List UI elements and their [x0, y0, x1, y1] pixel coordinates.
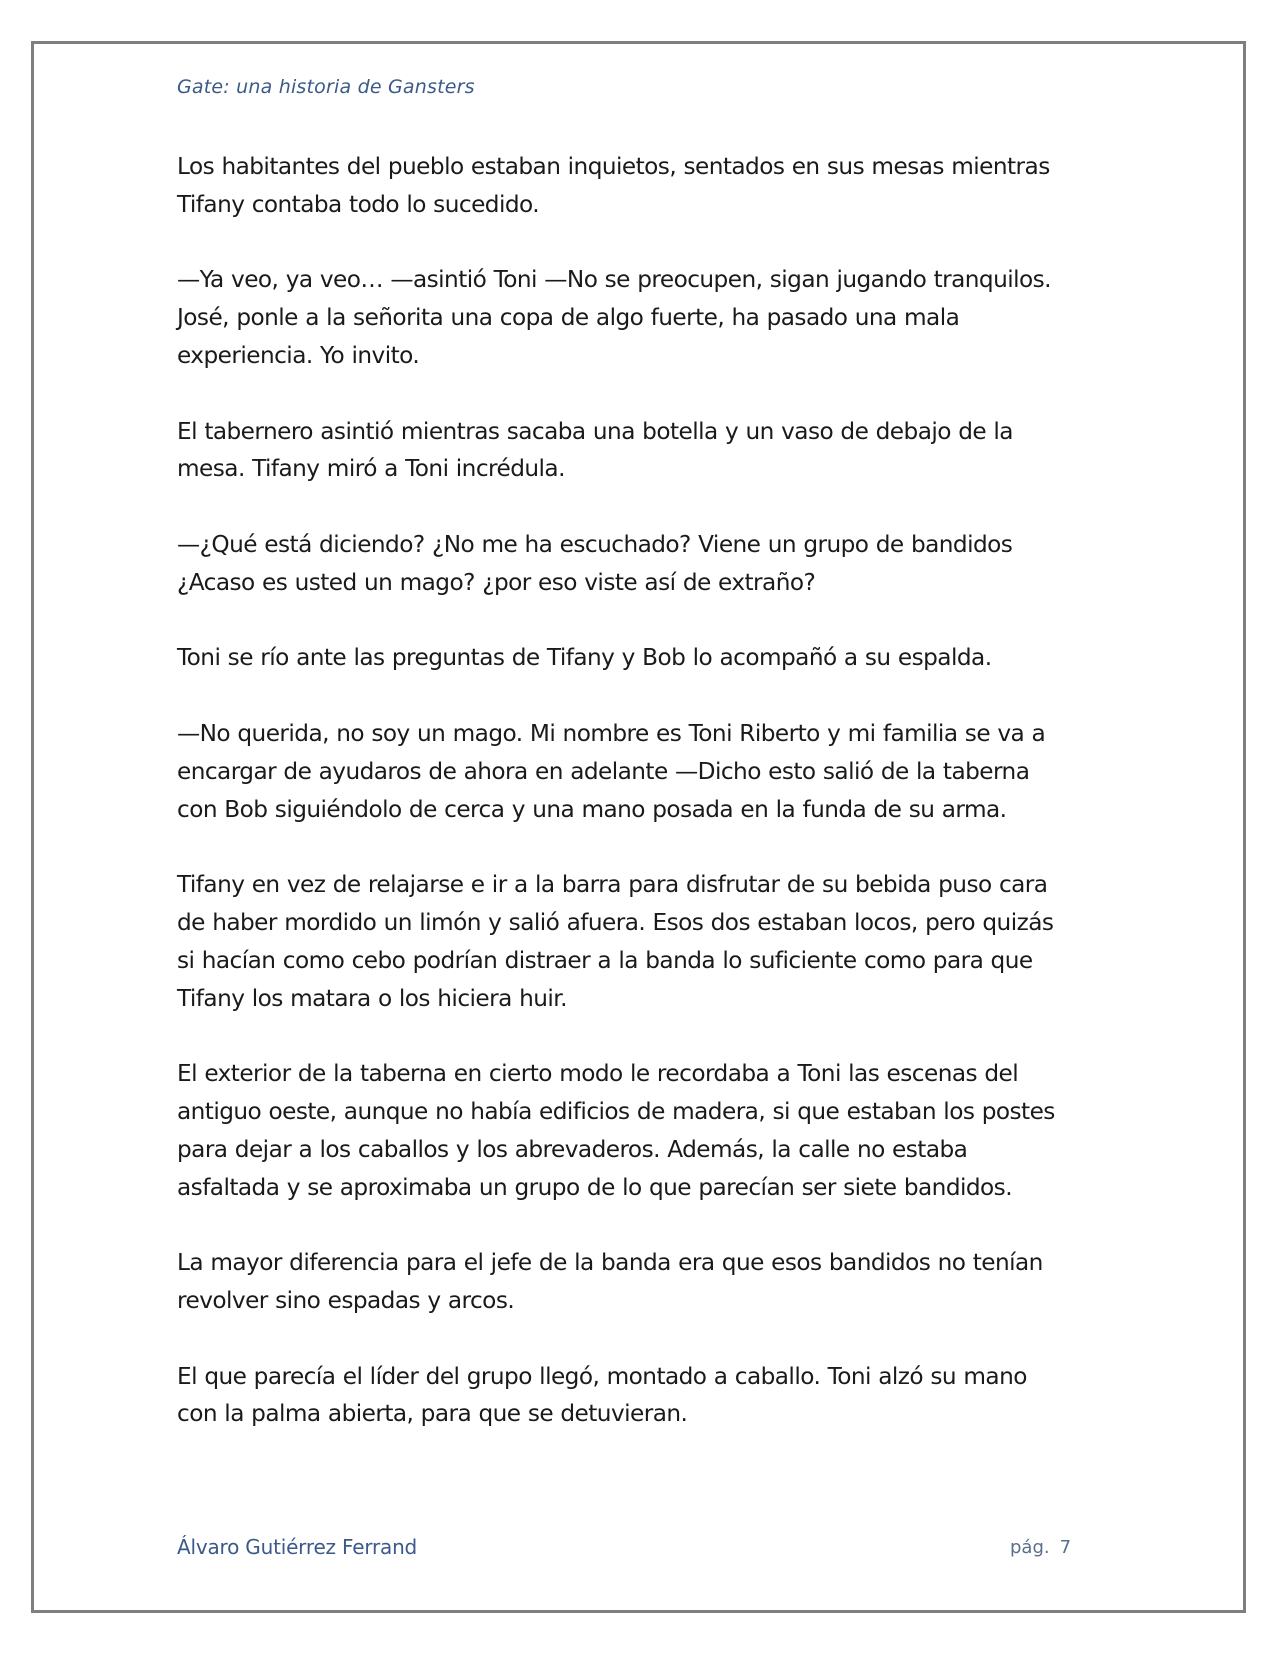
paragraph: El exterior de la taberna en cierto modo le recordaba a Toni las escenas del antiguo oeste, aunque no había edificios de madera, si que estaban los postes para dejar a los caballos y los abrevaderos. Además, la calle no estaba asfaltada y se aproximaba un grupo de lo que parecían ser siete bandidos.	[177, 1060, 1055, 1201]
paragraph: Los habitantes del pueblo estaban inquietos, sentados en sus mesas mientras Tifany contaba todo lo sucedido.	[177, 153, 1050, 218]
running-header: Gate: una historia de Gansters	[177, 76, 475, 98]
page-label: pág.	[1010, 1537, 1050, 1558]
paragraph: —Ya veo, ya veo… —asintió Toni —No se preocupen, sigan jugando tranquilos. José, ponle a la señorita una copa de algo fuerte, ha pasado una mala experiencia. Yo invito.	[177, 266, 1052, 369]
paragraph: —¿Qué está diciendo? ¿No me ha escuchado? Viene un grupo de bandidos ¿Acaso es usted un mago? ¿por eso viste así de extraño?	[177, 530, 1013, 596]
paragraph: —No querida, no soy un mago. Mi nombre es Toni Riberto y mi familia se va a encargar de ayudaros de ahora en adelante —Dicho esto salió de la taberna con Bob siguiéndolo de cerca y una mano posada en la funda de su arma.	[177, 719, 1046, 823]
paragraph: El que parecía el líder del grupo llegó, montado a caballo. Toni alzó su mano con la palma abierta, para que se detuvieran.	[177, 1362, 1027, 1428]
footer-author: Álvaro Gutiérrez Ferrand	[177, 1535, 418, 1559]
paragraph: Toni se río ante las preguntas de Tifany y Bob lo acompañó a su espalda.	[177, 644, 992, 672]
paragraph: Tifany en vez de relajarse e ir a la barra para disfrutar de su bebida puso cara de haber mordido un limón y salió afuera. Esos dos estaban locos, pero quizás si hacían como cebo podrían distraer a la banda lo suficiente como para que Tifany los matara o los hiciera huir.	[177, 871, 1054, 1012]
paragraph: El tabernero asintió mientras sacaba una botella y un vaso de debajo de la mesa. Tifany miró a Toni incrédula.	[177, 417, 1013, 483]
paragraph: La mayor diferencia para el jefe de la banda era que esos bandidos no tenían revolver sino espadas y arcos.	[177, 1249, 1043, 1314]
page-number-value: 7	[1059, 1537, 1072, 1558]
page-number	[1010, 1537, 1071, 1558]
body-text	[177, 148, 1107, 1471]
